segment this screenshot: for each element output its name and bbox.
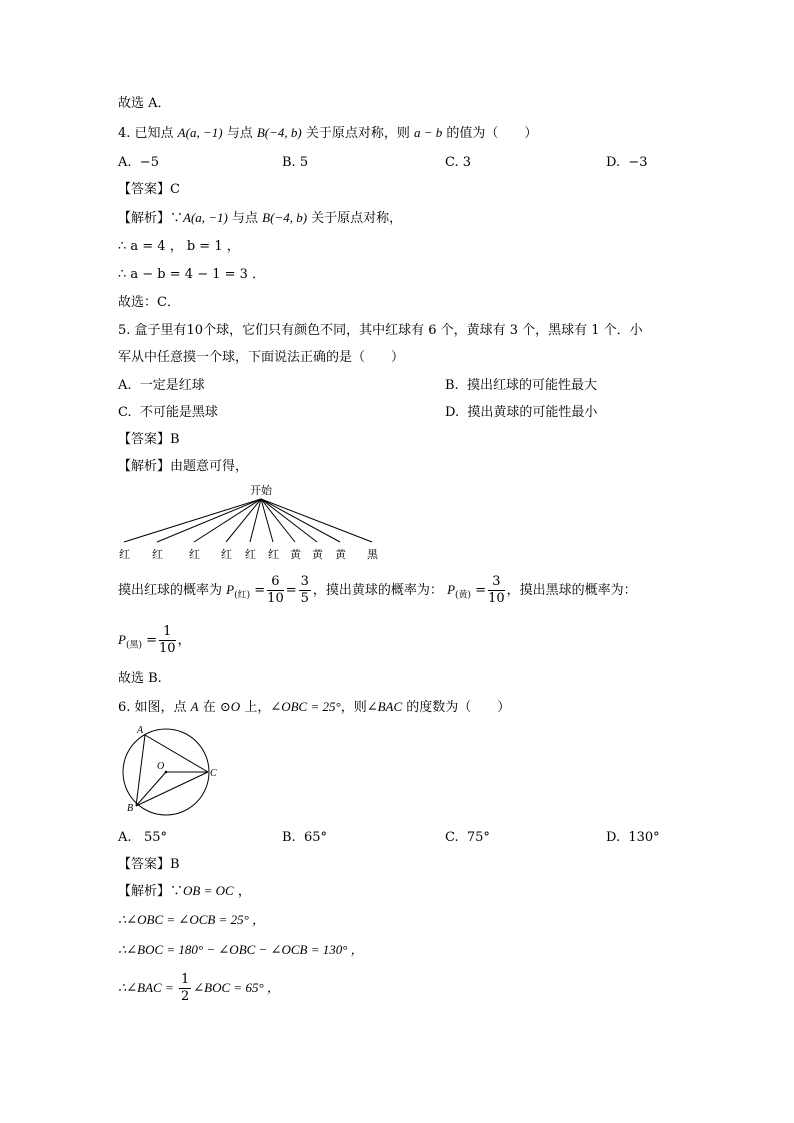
tree-leaf: 红 [221,548,232,561]
q5-probabilities: 摸出红球的概率为 $P_{(红)}$ = $\frac{6}{10}$ = $\frac{3}{5}$ ，摸出黄球的概率为： $P_{(黄)}$ = $\frac{3}{10}$ ，摸出黑球的概率为： [118,574,637,606]
tree-leaf: 黄 [312,548,323,561]
q5-stem-line2: 军从中任意摸一个球，下面说法正确的是（ ） [118,350,405,365]
point-o-label: O [157,761,165,772]
q6-circle-figure [118,725,228,817]
point-c-label: C [210,768,217,779]
q5-analysis: 【解析】由题意可得， [118,459,249,474]
q5-prob-black: $P_{(黑)}$ = $\frac{1}{10}$ ， [118,624,191,656]
q4-step2: ∴ a = 4 ， b = 1 ， [118,239,240,254]
q6-option-a: A. 55° [118,830,167,845]
q4-analysis: 【解析】∵A(a, −1) 与点 B(−4, b) 关于原点对称， [118,210,403,226]
tree-leaf: 红 [268,548,279,561]
q4-stem: 4. 已知点 A(a, −1) 与点 B(−4, b) 关于原点对称，则 a − b 的值为（ ） [118,125,538,141]
tree-leaf: 红 [152,548,163,561]
q6-option-b: B. 65° [282,830,327,845]
q4-option-a: A. −5 [118,155,159,170]
q4-option-b: B. 5 [282,155,309,170]
prev-conclusion: 故选 A． [118,96,171,111]
tree-leaf: 黑 [367,548,378,561]
q5-option-a: A. 一定是红球 [118,378,205,393]
q4-conclusion: 故选：C． [118,295,180,310]
tree-leaf: 黄 [290,548,301,561]
q5-answer: 【答案】B [118,432,180,447]
point-b-label: B [127,803,134,814]
q4-step3: ∴ a − b = 4 − 1 = 3 ． [118,267,266,282]
q4-answer: 【答案】C [118,182,180,197]
q6-analysis: 【解析】∵OB = OC ， [118,883,251,899]
tree-leaf: 红 [245,548,256,561]
tree-leaf: 红 [189,548,200,561]
q6-step2: ∴∠OBC = ∠OCB = 25° ， [118,912,266,927]
q6-step4: ∴∠BAC = $\frac{1}{2}$ ∠BOC = 65° ， [118,972,280,1004]
tree-root: 开始 [250,484,272,497]
tree-leaf: 黄 [335,548,346,561]
q4-option-c: C. 3 [445,155,472,170]
q5-conclusion: 故选 B. [118,671,162,686]
q5-tree-diagram [110,480,400,562]
point-a-label: A [137,725,144,736]
q6-option-c: C. 75° [445,830,490,845]
q5-option-c: C. 不可能是黑球 [118,405,218,420]
q6-stem: 6. 如图，点 A 在 ⊙O 上，∠OBC = 25°，则∠BAC 的度数为（ ） [118,699,511,715]
tree-leaf: 红 [119,548,130,561]
q6-step3: ∴∠BOC = 180° − ∠OBC − ∠OCB = 130° ， [118,942,364,957]
q5-option-d: D. 摸出黄球的可能性最小 [445,405,598,420]
q4-option-d: D. −3 [606,155,648,170]
q6-option-d: D. 130° [606,830,660,845]
q5-option-b: B. 摸出红球的可能性最大 [445,378,597,393]
q5-stem-line1: 5. 盒子里有10个球，它们只有颜色不同，其中红球有 6 个，黄球有 3 个，黑球有 1 个．小 [118,323,643,338]
q6-answer: 【答案】B [118,857,180,872]
